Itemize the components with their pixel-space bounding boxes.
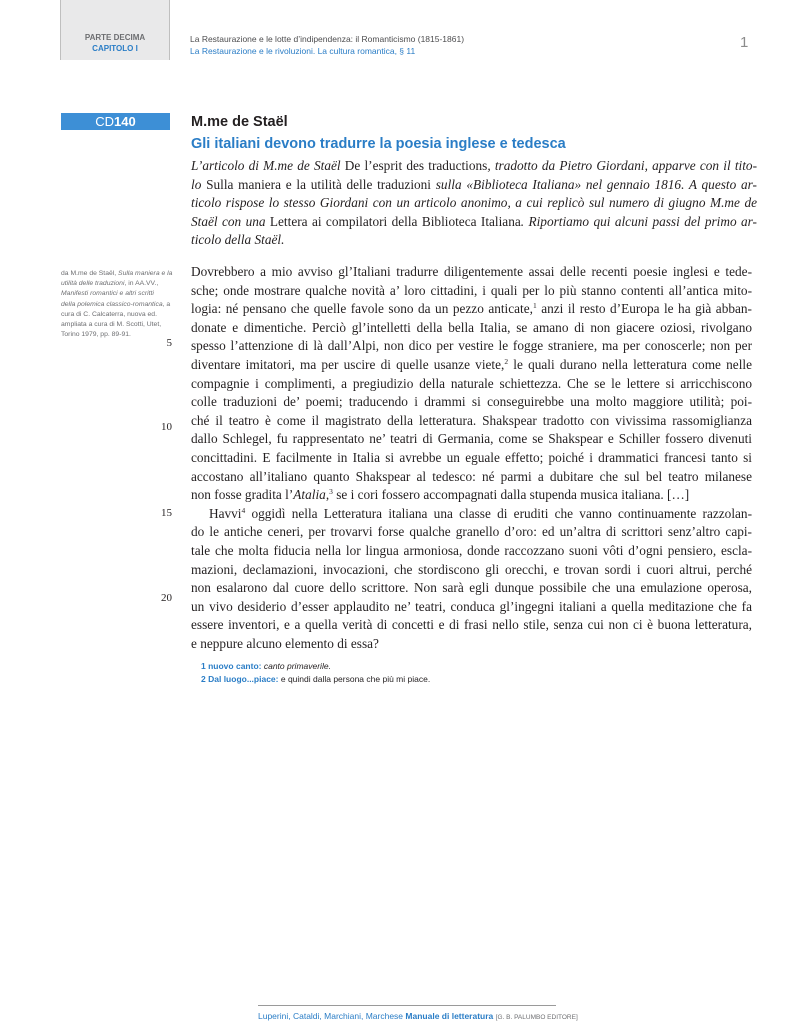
footnote: 1 nuovo canto: canto primaverile. [201, 661, 331, 671]
footnote-ref: 1 [532, 301, 537, 311]
text-line: compagnie i complimenti, a pregiudizio della naturale schiettezza. Che se le lettere si arricchiscono [191, 375, 752, 391]
intro-line: L’articolo di M.me de Staël De l’esprit des traductions, tradotto da Pietro Giordani, apparve con il tito- [191, 158, 757, 173]
footer-divider [258, 1005, 556, 1006]
text-line: colle traduzioni de’ poemi; traducendo i drammi si conseguirebbe una molto maggiore utilità; poi- [191, 394, 752, 410]
intro-line: lo Sulla maniera e la utilità delle traduzioni sulla «Biblioteca Italiana» nel gennaio 1816. A questo ar- [191, 176, 757, 192]
badge-number: 140 [114, 114, 136, 129]
footnote-ref: 2 [504, 356, 509, 366]
text-line: mazioni, declamazioni, invocazioni, che stordiscono gli orecchi, e trovan sordi i cuori altrui, perché [191, 561, 752, 577]
line-number: 10 [161, 421, 172, 433]
footnotes [201, 660, 430, 686]
text-line: tale che molta fiducia nella lor lingua armoniosa, donde raccozzano suoni vôti d’ogni pensiero, escla- [191, 542, 752, 558]
line-number: 20 [161, 592, 172, 604]
footnote: 2 Dal luogo...piace: e quindi dalla persona che più mi piace. [201, 674, 431, 684]
article-text [191, 263, 752, 653]
footer-publisher: [G. B. PALUMBO EDITORE] [495, 1014, 578, 1021]
text-line: un vivo desiderio d’esser applaudito ne’ teatri, conduca gl’ingegni italiani a quella meditazione che fa [191, 598, 752, 614]
line-number: 5 [166, 337, 172, 349]
text-line: Havvi$^4$ oggidì nella Letteratura italiana una classe di eruditi che vanno continuamente razzolan- [209, 505, 752, 521]
text-line: concittadini. E facilmente in Italia si avrebbe un eguale effetto; poiché i drammatici francesi tanto si [191, 449, 752, 465]
intro-line: ticolo della Staël. [191, 232, 285, 248]
document-title: Gli italiani devono tradurre la poesia inglese e tedesca [191, 136, 566, 152]
text-line: non fosse gradita l’Atalia,$^3$ se i cori fossero accompagnati dalla stupenda musica italiana. […] [191, 487, 690, 503]
text-line: dallo Schlegel, fu rappresentato ne’ teatri di Germania, come se Shakspear e Schiller fossero divenuti [191, 431, 752, 447]
footer-book-title: Manuale di letteratura [405, 1011, 494, 1021]
badge-prefix: CD [95, 114, 115, 129]
text-line: accostano all’italiano quanto Shakspear al tedesco: né parmi a dubitare che sul bel teatro milanese [191, 468, 752, 484]
text-line: non esalarono dal cuore dello scrittore. Non sarà egli dunque possibile che una emulazione operosa, [191, 580, 752, 596]
text-line: essere inventori, e a quella verità di concetti e di frasi nello stile, senza cui non ci è buona letteratura, [191, 617, 752, 633]
page-number: 1 [740, 34, 749, 51]
footer [258, 1011, 578, 1021]
text-line: Dovrebbero a mio avviso gl’Italiani tradurre diligentemente assai delle recenti poesie inglesi e tede- [191, 264, 752, 279]
text-line: donate e dimentiche. Perciò gl’intelletti della bella Italia, se amano di non giacere oziosi, rivolgano [191, 319, 752, 335]
introduction [191, 157, 757, 250]
text-line: ché il teatro è come il magistrato della letteratura. Shakspear tradotto con vivissima rassomiglianza [191, 412, 752, 428]
part-label: PARTE DECIMA [84, 33, 146, 42]
header-section-title: La Restaurazione e le rivoluzioni. La cultura romantica, § 11 [190, 46, 416, 56]
text-line: logia: né pensano che quelle favole sono da un pezzo anticate,$^1$ anzi il resto d’Europa le ha già abban- [191, 301, 752, 317]
footnote-ref: 4 [241, 505, 246, 515]
author-heading: M.me de Staël [191, 114, 288, 130]
header-period-title: La Restaurazione e le lotte d’indipendenza: il Romanticismo (1815-1861) [190, 34, 465, 44]
text-line: sche; onde mostrare qualche novità a’ loro cittadini, i quali per lo più stanno contenti all’antica mito- [191, 282, 752, 298]
line-number: 15 [161, 507, 172, 519]
source-note: da M.me de Staël, Sulla maniera e la utilità delle traduzioni, in AA.VV., Manifesti romantici e altri scritti della polemica classico-romantica, a cura di C. Calcaterra, nuova ed. ampliata a cura di M. Scotti, Utet, Torino 1979, pp. 89-91. [61, 270, 173, 339]
intro-line: ticolo rispose lo stesso Giordani con un articolo anonimo, a cui replicò sul numero di giugno M.me de [191, 195, 757, 211]
chapter-label: CAPITOLO I [92, 44, 138, 53]
text-line: diventare imitatori, ma per uscire di quelle usanze viete,$^2$ le quali durano nella letteratura come nelle [191, 356, 752, 372]
text-line: do le antiche ceneri, per trovarvi forse qualche granello d’oro: ed un’altra di scrittori senz’altro capi- [191, 524, 752, 540]
document-badge [61, 113, 170, 130]
section-label-box [60, 0, 170, 60]
footer-authors: Luperini, Cataldi, Marchiani, Marchese [258, 1011, 404, 1021]
footnote-ref: 3 [329, 487, 333, 497]
intro-line: Staël con una Lettera ai compilatori della Biblioteca Italiana. Riportiamo qui alcuni passi del primo ar- [191, 213, 757, 229]
text-line: e neppure alcuno elemento di essa? [191, 635, 379, 651]
text-line: spesso l’attenzione di là dall’Alpi, non dico per vestire le fogge straniere, ma per conoscerle; non per [191, 338, 752, 354]
